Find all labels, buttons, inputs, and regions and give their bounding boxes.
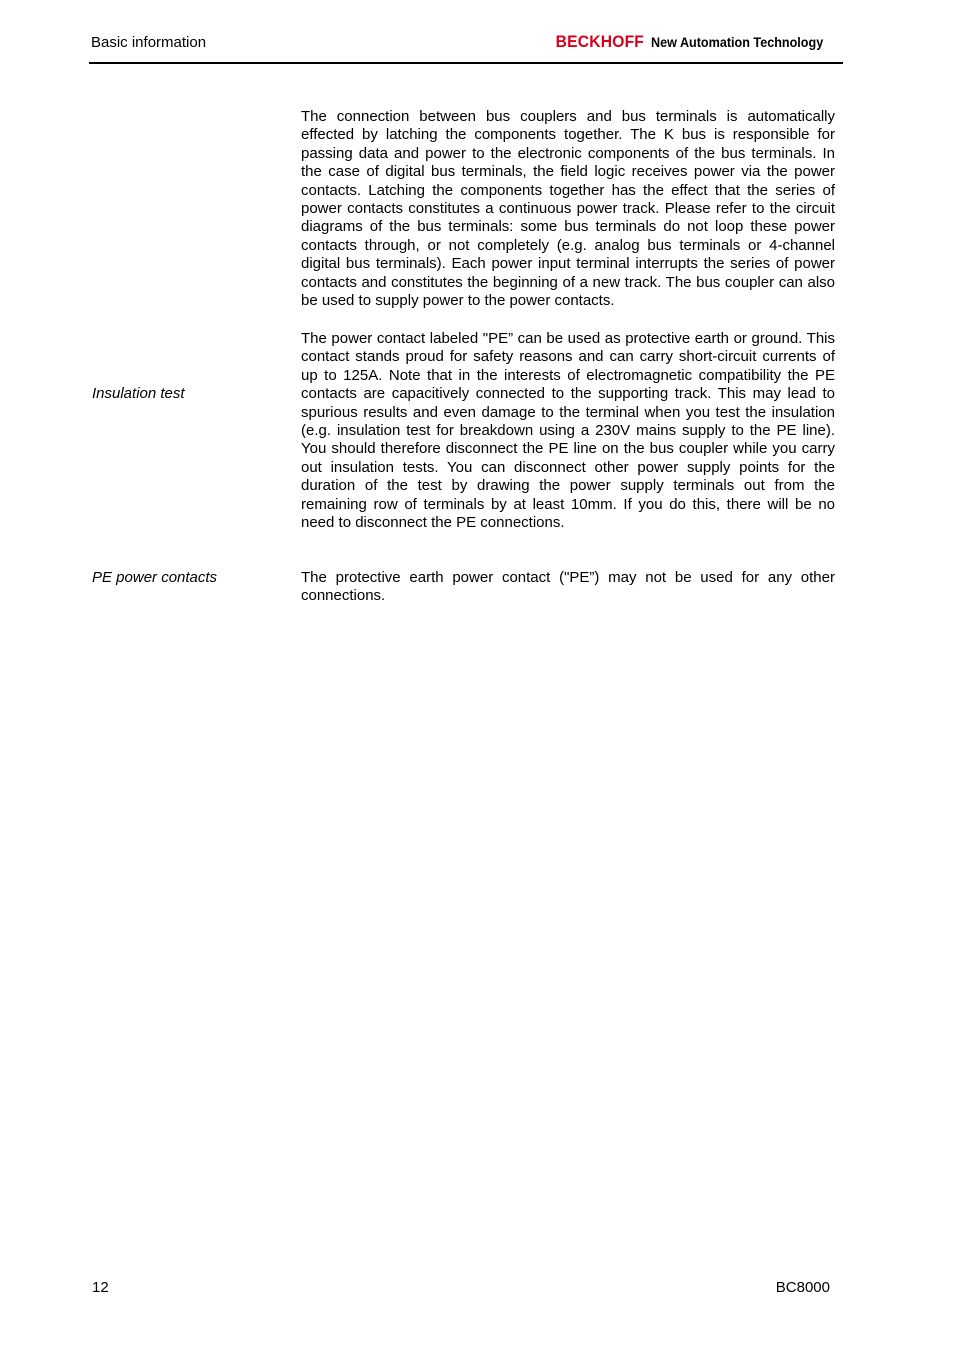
- paragraph-connection: The connection between bus couplers and bus terminals is automatically effected by latching the components together. The K bus is responsible for passing data and power to the electronic components of the bus terminals. In the case of digital bus terminals, the field logic receives power via the power contacts. Latching the components together has the effect that the series of power contacts constitutes a continuous power track. Please refer to the circuit diagrams of the bus terminals: some bus terminals do not loop these power contacts through, or not completely (e.g. analog bus terminals or 4-channel digital bus terminals). Each power input terminal interrupts the series of power contacts and constitutes the beginning of a new track. The bus coupler can also be used to supply power to the power contacts.: [301, 108, 835, 310]
- footer-document-id: BC8000: [775, 1279, 830, 1296]
- footer-page-number: 12: [92, 1279, 109, 1296]
- header-section-title: Basic information: [91, 34, 207, 51]
- brand-logo: BECKHOFF: [555, 32, 644, 51]
- brand-tagline: New Automation Technology: [650, 34, 823, 50]
- header-divider: [89, 62, 843, 64]
- brand-logo-block: [548, 32, 842, 52]
- paragraph-insulation-test: The power contact labeled "PE” can be used as protective earth or ground. This contact stands proud for safety reasons and can carry short-circuit currents of up to 125A. Note that in the interests of electromagnetic compatibility the PE contacts are capacitively connected to the supporting track. This may lead to spurious results and even damage to the terminal when you test the insulation (e.g. insulation test for breakdown using a 230V mains supply to the PE line). You should therefore disconnect the PE line on the bus coupler while you carry out insulation tests. You can disconnect other power supply points for the duration of the test by drawing the power supply terminals out from the remaining row of terminals by at least 10mm. If you do this, there will be no need to disconnect the PE connections.: [301, 330, 835, 532]
- paragraph-pe-power-contacts: The protective earth power contact ("PE”) may not be used for any other connections.: [301, 569, 835, 605]
- side-label-pe-power-contacts: PE power contacts: [92, 569, 218, 586]
- side-label-insulation-test: Insulation test: [92, 385, 185, 402]
